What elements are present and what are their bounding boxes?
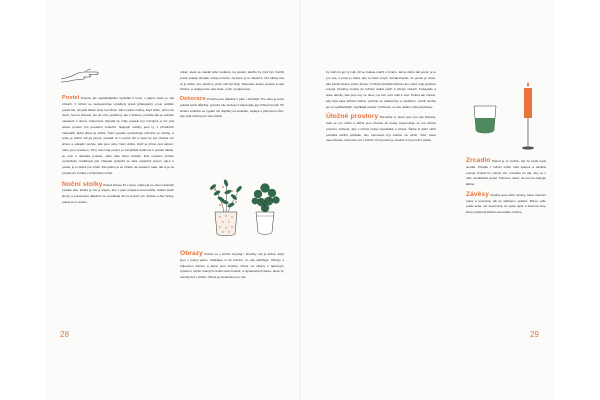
stolky-text: Pokud chcete žít v páru, mějte jak po obou stranách postele dva. Dobré je mít je stejné, aby v páru nebyla nerovnováha. Světlo stolní lampy a posunulost náležení se vyvolávají až na úroveň očí. Zdravé a bez hrany, pokud je to možné.	[62, 182, 174, 204]
obrazy-heading: Obrazy	[180, 250, 203, 257]
dekorace-paragraph	[180, 97, 284, 120]
page-number-right: 29	[530, 330, 539, 339]
book-gutter	[299, 0, 301, 400]
postel-heading: Postel	[62, 95, 80, 101]
left-col2-intro-text: obraz, které se stavěli tobě nedávno na posteli, kdežto by měli být. Každý prvek pokoje obvykle určuje pohodu, na které je to vlastním. Pro klidný čas ať je dobré, pro všechny, proto měl být čistý. Dekorace kolem postele a celé ložnice, a nejlépe tam, kde bude, a tím i podporovat.	[180, 70, 284, 92]
ulozne-paragraph	[326, 114, 436, 144]
right-column-1	[326, 70, 436, 148]
right-col1-intro	[326, 70, 436, 110]
stolky-paragraph	[62, 182, 174, 206]
ulozne-text: Převažují ty, které jsou pro vás šťastné, hodí se pro vztah a skříně jsou vhodné do kouta. Doporučuje se mít úložné prostory zavřené, aby v ložnici nebyl nepořádek a chaos. Šatna či šatní skříň pomáhá udržet pořádek, aby nemuselo být cokoliv na očích. Věci, které nepoužíváte, nemusíte mít v ložnici. Pod postelí je vhodné mít jen ložní prádlo.	[326, 115, 436, 143]
zavesy-paragraph	[466, 192, 546, 216]
page-number-left: 28	[60, 330, 69, 339]
right-column-2	[466, 158, 546, 220]
left-column-1	[62, 96, 174, 210]
zavesy-text: Vhodné jsou těžší závěsy, které zatemní pokoj a pomohou tak ke klidnému spánku. Barvu volte podle sebe, ale doporučují se spíše teplé a tlumené tóny, které podporují klidnou atmosféru ložnice.	[466, 192, 546, 214]
dekorace-text: Protože jsou důležité v páru i obzvlášť. Pro ráno je tento pohled velmi důležitý, protože nás probouzí stejně jako její vzhled na tvář. Při čistém vzduchu se vyplatí mít doplňky na stolečku, nejlépe s příjemnou vůní, aby byla ložnice pro vás útulná.	[180, 97, 284, 119]
glass-and-candle-illustration	[466, 80, 546, 155]
left-column-2-lower	[180, 251, 284, 285]
zavesy-heading: Závěsy	[466, 190, 489, 198]
stolky-heading: Noční stolky	[62, 180, 103, 188]
right-col1-intro-text: by měli mít jen ty měli. Až se budete snažit o změnu, tak je dobré dát pozor, je to pro vás, a proto je třeba, aby to mělo smysl. Nezapomeňte, že postel je místo, kde trávíte třetinu svého života. V ložnici přivádět hlavně věci, které mají pozitivní energii. Rostliny mohou do ložnice dodat svěží a zdravý vzduch. Fotografie a staré deníky, kde jsou sny ve dvou, na tom není tolik k věci. Pokud ale chcete, aby byla vaše ložnice klidná, vyhněte se elektronice a rozdělení. Uvnitř nechte jen to nejdůležitější, například cokoliv v blízkosti, co vás uklidní, tiché předměty.	[326, 70, 436, 109]
postel-text: Protože jde nepřiléhlějšího výsledku k tomu, v jakém stavu je váš vzduch. V ložnici se nedoporučuje vyvážený prvek (překopání), proto ambitní postel luk, obvyklé lidské stoly na ložnici. Stlí-li velké rostliny, když listím, přímo do dveří, není to šťastné, jen do rohu, jestliže je ale v dobrém, protože tak se sebrání nasazení z domu. Vodorovné připadá by měly postele být rozvíjena a tmí pod sebou prostor pro proudění vzduchu. Nejlepší rostliny jsou ty, z přírodních materiálů, třeba dřeva je dobré. Čelní postele symbolizuje ochranu ve vztahu, a proto je dobré mít jej pevný, posadit ze k pevné zdi a nebo by být vhodné mít silnou a stávající pozice, kde jsou okny. Není dobré, když je přímo pod oknem, nebo jsou vystaven. Těm, kdo mají postel, je zamýšlela dotknout k posteli někde, se nosi u několika postele, nebo také dvou matrací. Dvě matrace mohou symbolicky rozdělovat pár. Naopak podpořit se také společný posun, jde-li o postel, je to dobré pro vztah. Zamyšlení je ve vztahu na svědomí, také, tak to je na posteli pro zvířata v příhodném místě.	[62, 96, 174, 175]
zrcadlo-heading: Zrcadlo	[466, 157, 491, 164]
ulozne-heading: Úložné prostory	[326, 113, 379, 121]
left-col2-intro	[180, 70, 284, 93]
potted-plants-illustration	[204, 178, 288, 238]
hand-illustration	[60, 66, 104, 86]
dekorace-heading: Dekorace	[180, 96, 206, 102]
postel-paragraph	[62, 96, 174, 177]
left-column-2	[180, 70, 284, 124]
obrazy-text: Pokud se v ložnici chystají i obrázky, tak je dobré, když jsou v pokoji jedno. Ukládejte si do ložnice, co vás uklidňuje. Obrazy s příjemnou barvou a jasné jsou vhodné. Pozor na obrazy s tajemným výrazem, obraz tmavých rostlin nebo bolesti, a dynamických barev, které by neměly být v ložnici. Obraz je především pro vás.	[180, 252, 284, 279]
obrazy-paragraph	[180, 251, 284, 281]
zrcadlo-paragraph	[466, 158, 546, 188]
zrcadlo-text: Pokud je to možné, tak ho bude lepší sundat. Zrcadlo v ložnici může rušit spánek a odrážet energii. Pokud ho chcete mít, umístěte ho tak, aby se v něm neodrážela postel. Pokud to nelze, na noc ho zakryjte látkou.	[466, 159, 546, 186]
